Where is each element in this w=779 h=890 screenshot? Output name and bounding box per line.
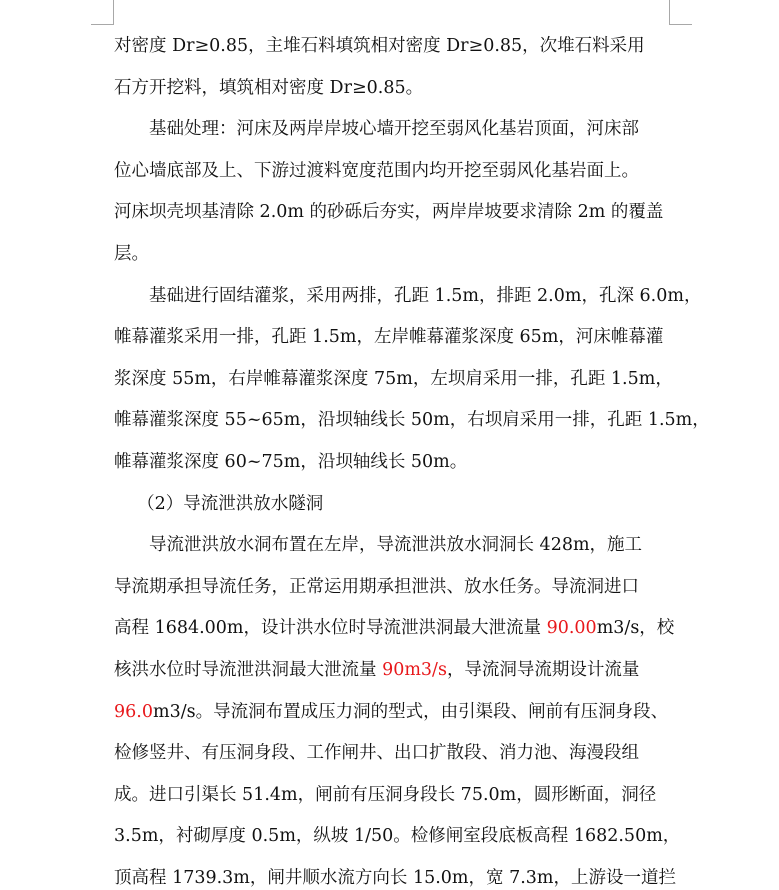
text-segment: 帷幕灌浆深度 60~75m，沿坝轴线长 50m。 [114,452,468,472]
text-line [114,492,674,516]
text-line [114,616,674,640]
text-segment: 基础处理：河床及两岸岸坡心墙开挖至弱风化基岩顶面，河床部 [114,119,639,140]
text-segment: 检修竖井、有压洞身段、工作闸井、出口扩散段、消力池、海漫段组 [114,743,639,764]
text-line [114,76,674,100]
corner-mark-left-vertical [113,0,114,25]
text-segment: （2）导流泄洪放水隧洞 [114,493,324,514]
text-segment: 顶高程 1739.3m，闸井顺水流方向长 15.0m，宽 7.3m，上游设一道拦 [114,868,676,888]
text-segment: 对密度 Dr≥0.85，主堆石料填筑相对密度 Dr≥0.85，次堆石料采用 [114,36,645,56]
text-line [114,533,674,557]
text-line [114,658,674,682]
text-segment: m3/s。导流洞布置成压力洞的型式，由引渠段、闸前有压洞身段、 [152,701,669,722]
text-segment: 帷幕灌浆采用一排，孔距 1.5m，左岸帷幕灌浆深度 65m，河床帷幕灌 [114,327,664,348]
text-line [114,824,681,848]
highlighted-value: 96.0 [114,701,153,722]
text-segment: 石方开挖料，填筑相对密度 Dr≥0.85。 [114,77,424,98]
text-segment: 基础进行固结灌浆，采用两排，孔距 1.5m，排距 2.0m，孔深 6.0m， [114,285,702,306]
text-line [114,783,674,807]
text-line [114,575,674,599]
text-line [114,34,674,58]
text-line [114,700,674,724]
corner-mark-right-vertical [669,0,670,25]
text-segment: 3.5m，衬砌厚度 0.5m，纵坡 1/50。检修闸室段底板高程 1682.50m， [114,826,681,847]
text-line [114,866,674,890]
text-segment: 导流期承担导流任务，正常运用期承担泄洪、放水任务。导流洞进口 [114,576,639,597]
text-line [114,408,710,432]
text-segment: 帷幕灌浆深度 55~65m，沿坝轴线长 50m，右坝肩采用一排，孔距 1.5m， [114,410,710,431]
text-line [114,450,674,474]
text-segment: 成。进口引渠长 51.4m，闸前有压洞身段长 75.0m，圆形断面，洞径 [114,784,657,805]
text-segment: 浆深度 55m，右岸帷幕灌浆深度 75m，左坝肩采用一排，孔距 1.5m， [114,368,673,389]
text-segment: ，导流洞导流期设计流量 [446,660,640,680]
highlighted-value: 90.00 [546,618,597,639]
text-segment: 位心墙底部及上、下游过渡料宽度范围内均开挖至弱风化基岩面上。 [114,160,639,181]
corner-mark-right-horizontal [670,24,692,25]
text-segment: 河床坝壳坝基清除 2.0m 的砂砾后夯实，两岸岸坡要求清除 2m 的覆盖 [114,202,664,223]
text-segment: m3/s，校 [596,618,675,639]
text-line [114,325,674,349]
text-line [114,367,674,391]
text-line [114,200,674,224]
text-line [114,242,674,266]
text-line [114,159,674,183]
text-segment: 高程 1684.00m，设计洪水位时导流泄洪洞最大泄流量 [114,618,547,639]
text-line [114,284,702,308]
text-line [114,741,674,765]
highlighted-value: 90m3/s [382,660,447,680]
corner-mark-left-horizontal [91,24,113,25]
text-segment: 核洪水位时导流泄洪洞最大泄流量 [114,660,383,680]
text-line [114,117,674,141]
text-segment: 层。 [114,244,149,264]
text-segment: 导流泄洪放水洞布置在左岸，导流泄洪放水洞洞长 428m，施工 [114,535,643,556]
